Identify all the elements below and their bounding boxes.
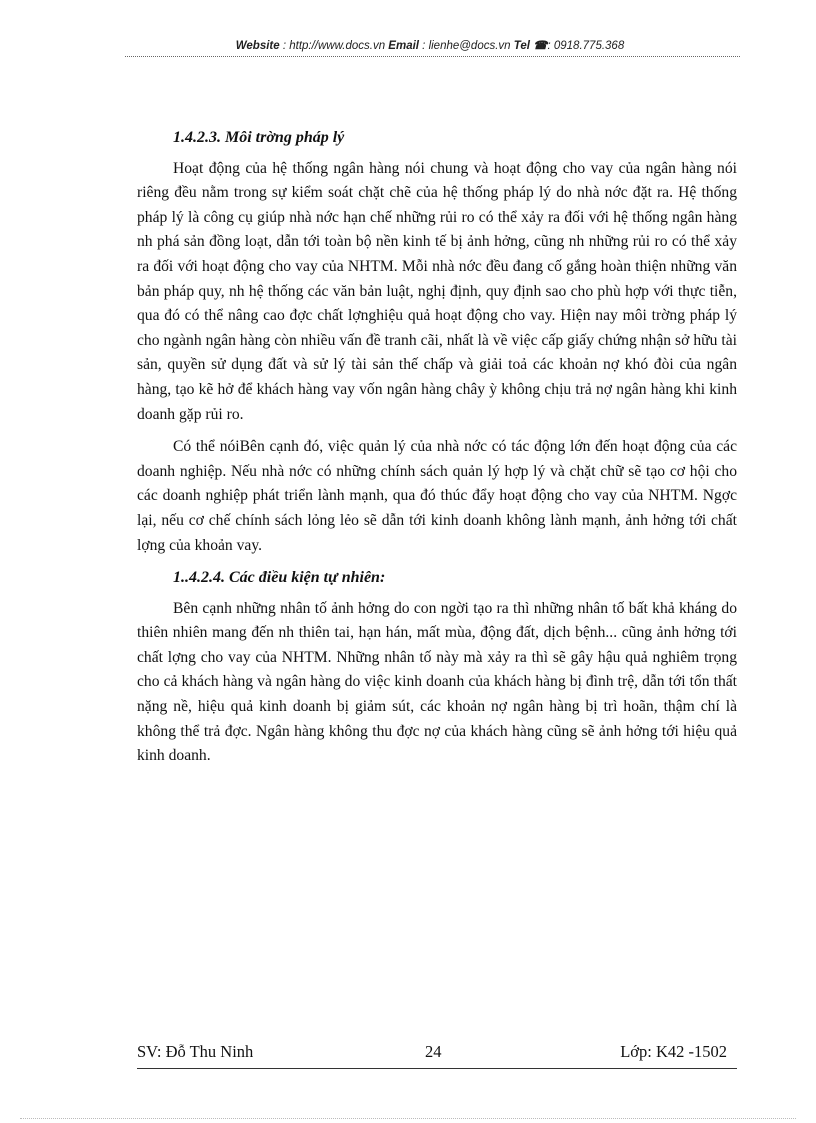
email-label: Email [388, 40, 419, 52]
email-value: : lienhe@docs.vn [418, 40, 514, 52]
paragraph: Có thể nóiBên cạnh đó, việc quản lý của nhà nớc có tác động lớn đến hoạt động của các doanh nghiệp. Nếu nhà nớc có những chính sách quản lý hợp lý và chặt chữ sẽ tạo cơ hội cho các doanh nghiệp phát triển lành mạnh, qua đó thúc đẩy hoạt động cho vay của NHTM. Ngợc lại, nếu cơ chế chính sách lỏng lẻo sẽ dẫn tới kinh doanh không lành mạnh, ảnh hởng tới chất lợng của khoản vay. [137, 438, 737, 554]
section-heading-legal-environment: 1.4.2.3. Môi trờng pháp lý [173, 129, 345, 146]
page-header [120, 38, 740, 52]
tel-label: Tel ☎ [513, 40, 548, 52]
footer-class-code: Lớp: K42 -1502 [620, 1042, 727, 1061]
page-number: 24 [425, 1042, 442, 1061]
tel-value: : 0918.775.368 [547, 40, 625, 52]
paragraph: Bên cạnh những nhân tố ảnh hởng do con ngời tạo ra thì những nhân tố bất khả kháng do thiên nhiên mang đến nh thiên tai, hạn hán, mất mùa, động đất, dịch bệnh... cũng ảnh hởng tới chất lợng cho vay của NHTM. Những nhân tố này mà xảy ra thì sẽ gây hậu quả nghiêm trọng cho cả khách hàng và ngân hàng do việc kinh doanh của khách hàng bị đình trệ, dẫn tới tổn thất nặng nề, hiệu quả kinh doanh bị giảm sút, các khoản nợ ngân hàng bị trì hoãn, thậm chí là không thể trả đợc. Ngân hàng không thu đợc nợ của khách hàng cũng sẽ ảnh hởng tới hiệu quả kinh doanh. [137, 599, 737, 765]
footer-divider [137, 1068, 737, 1069]
section-heading-natural-conditions: 1..4.2.4. Các điều kiện tự nhiên: [173, 569, 386, 587]
paragraph: Hoạt động của hệ thống ngân hàng nói chung và hoạt động cho vay của ngân hàng nói riêng đều nằm trong sự kiểm soát chặt chẽ của hệ thống pháp lý do nhà nớc đặt ra. Hệ thống pháp lý là công cụ giúp nhà nớc hạn chế những rủi ro có thể xảy ra đối với hệ thống ngân hàng nh phá sản đồng loạt, dẫn tới toàn bộ nền kinh tế bị ảnh hởng, cũng nh những rủi ro có thể xảy ra đối với hoạt động cho vay của NHTM. Mỗi nhà nớc đều đang cố gắng hoàn thiện những văn bản pháp quy, nh hệ thống các văn bản luật, nghị định, quy định sao cho phù hợp với thực tiễn, qua đó có thể nâng cao đợc chất lợnghiệu quả hoạt động cho vay. Hiện nay môi trờng pháp lý cho ngành ngân hàng còn nhiều vấn đề tranh cãi, nhất là về việc cấp giấy chứng nhận sở hữu tài sản, quyền sử dụng đất và sử lý tài sản thế chấp và giải toả các khoản nợ khó đòi của ngân hàng, tạo kẽ hở để khách hàng vay vốn ngân hàng chây ỳ không chịu trả nợ ngân hàng khi kinh doanh gặp rủi ro. [137, 159, 737, 423]
page-bottom-dotted-line [20, 1118, 796, 1119]
header-divider [125, 56, 740, 57]
page-footer [137, 1042, 737, 1064]
website-value: : http://www.docs.vn [279, 40, 389, 52]
footer-student-name: SV: Đỗ Thu Ninh [137, 1042, 254, 1061]
website-label: Website [235, 40, 280, 52]
document-body [137, 126, 737, 777]
